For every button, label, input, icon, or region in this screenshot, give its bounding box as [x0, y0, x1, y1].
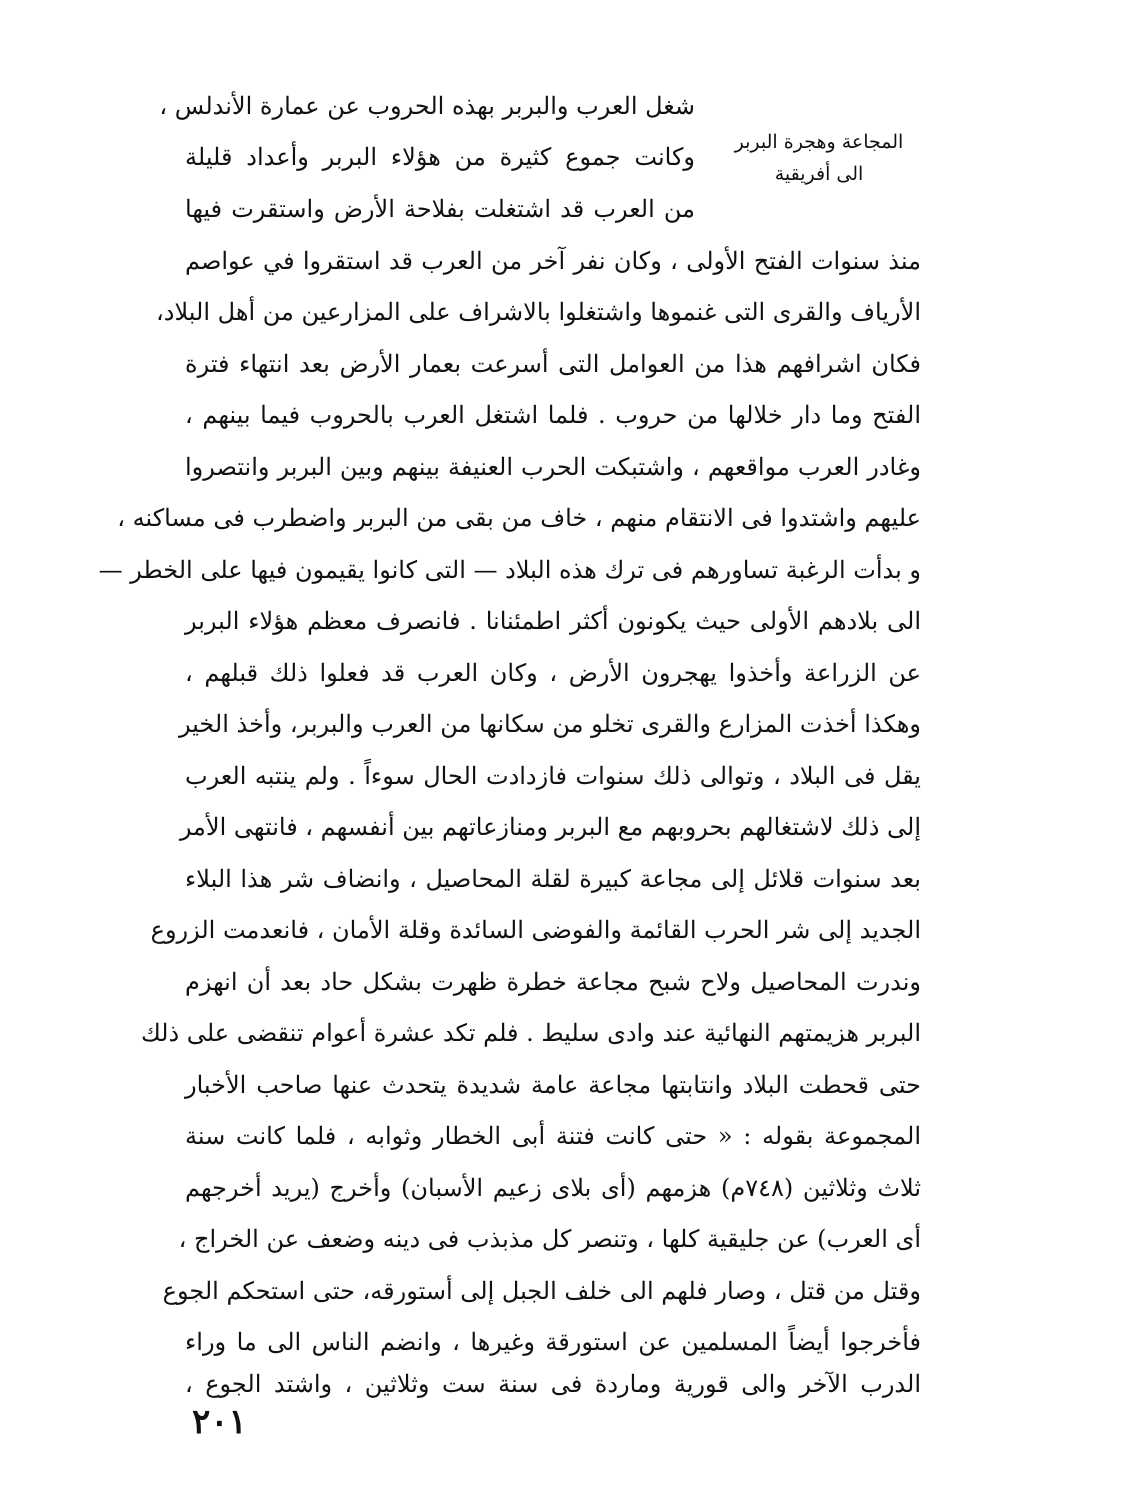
- text-line: الى بلادهم الأولى حيث يكونون أكثر اطمئنانا . فانصرف معظم هؤلاء البربر: [185, 607, 921, 635]
- text-line: شغل العرب والبربر بهذه الحروب عن عمارة الأندلس ،: [159, 92, 695, 120]
- text-line: وندرت المحاصيل ولاح شبح مجاعة خطرة ظهرت بشكل حاد بعد أن انهزم: [185, 968, 921, 996]
- text-line: من العرب قد اشتغلت بفلاحة الأرض واستقرت فيها: [185, 195, 695, 223]
- text-line: الجديد إلى شر الحرب القائمة والفوضى السائدة وقلة الأمان ، فانعدمت الزروع: [150, 916, 921, 944]
- text-line: وكانت جموع كثيرة من هؤلاء البربر وأعداد قليلة: [185, 143, 695, 171]
- text-line: ثلاث وثلاثين (٧٤٨م) هزمهم (أى بلاى زعيم الأسبان) وأخرج (يريد أخرجهم: [185, 1174, 921, 1202]
- text-line: وغادر العرب مواقعهم ، واشتبكت الحرب العنيفة بينهم وبين البربر وانتصروا: [185, 453, 921, 481]
- text-line: المجموعة بقوله : « حتى كانت فتنة أبى الخطار وثوابه ، فلما كانت سنة: [185, 1122, 921, 1150]
- page-number: ٢٠١: [192, 1402, 247, 1442]
- text-line: حتى قحطت البلاد وانتابتها مجاعة عامة شديدة يتحدث عنها صاحب الأخبار: [185, 1071, 921, 1099]
- text-line: و بدأت الرغبة تساورهم فى ترك هذه البلاد — التى كانوا يقيمون فيها على الخطر —: [98, 556, 921, 584]
- text-line: عن الزراعة وأخذوا يهجرون الأرض ، وكان العرب قد فعلوا ذلك قبلهم ،: [185, 659, 921, 687]
- margin-note: [708, 126, 930, 190]
- margin-note-line: المجاعة وهجرة البربر: [734, 131, 904, 153]
- text-line: الفتح وما دار خلالها من حروب . فلما اشتغل العرب بالحروب فيما بينهم ،: [185, 401, 921, 429]
- text-line: عليهم واشتدوا فى الانتقام منهم ، خاف من بقى من البربر واضطرب فى مساكنه ،: [117, 504, 921, 532]
- text-line: وقتل من قتل ، وصار فلهم الى خلف الجبل إلى أستورقه، حتى استحكم الجوع: [162, 1277, 921, 1305]
- text-line: فأخرجوا أيضاً المسلمين عن استورقة وغيرها ، وانضم الناس الى ما وراء: [185, 1328, 921, 1356]
- text-line: منذ سنوات الفتح الأولى ، وكان نفر آخر من العرب قد استقروا في عواصم: [185, 247, 921, 275]
- text-line: وهكذا أخذت المزارع والقرى تخلو من سكانها من العرب والبربر، وأخذ الخير: [178, 710, 921, 738]
- text-line: إلى ذلك لاشتغالهم بحروبهم مع البربر ومنازعاتهم بين أنفسهم ، فانتهى الأمر: [179, 813, 921, 841]
- text-line: يقل فى البلاد ، وتوالى ذلك سنوات فازدادت الحال سوءاً . ولم ينتبه العرب: [185, 762, 921, 790]
- margin-note-line: الى أفريقية: [774, 163, 864, 185]
- text-line: فكان اشرافهم هذا من العوامل التى أسرعت بعمار الأرض بعد انتهاء فترة: [185, 350, 921, 378]
- text-line: البربر هزيمتهم النهائية عند وادى سليط . فلم تكد عشرة أعوام تنقضى على ذلك: [140, 1019, 921, 1047]
- text-line: أى العرب) عن جليقية كلها ، وتنصر كل مذبذب فى دينه وضعف عن الخراج ،: [178, 1225, 921, 1253]
- text-line: الدرب الآخر والى قورية وماردة فى سنة ست وثلاثين ، واشتد الجوع ،: [185, 1370, 921, 1398]
- text-line: بعد سنوات قلائل إلى مجاعة كبيرة لقلة المحاصيل ، وانضاف شر هذا البلاء: [185, 865, 921, 893]
- text-line: الأرياف والقرى التى غنموها واشتغلوا بالاشراف على المزارعين من أهل البلاد،: [156, 298, 921, 326]
